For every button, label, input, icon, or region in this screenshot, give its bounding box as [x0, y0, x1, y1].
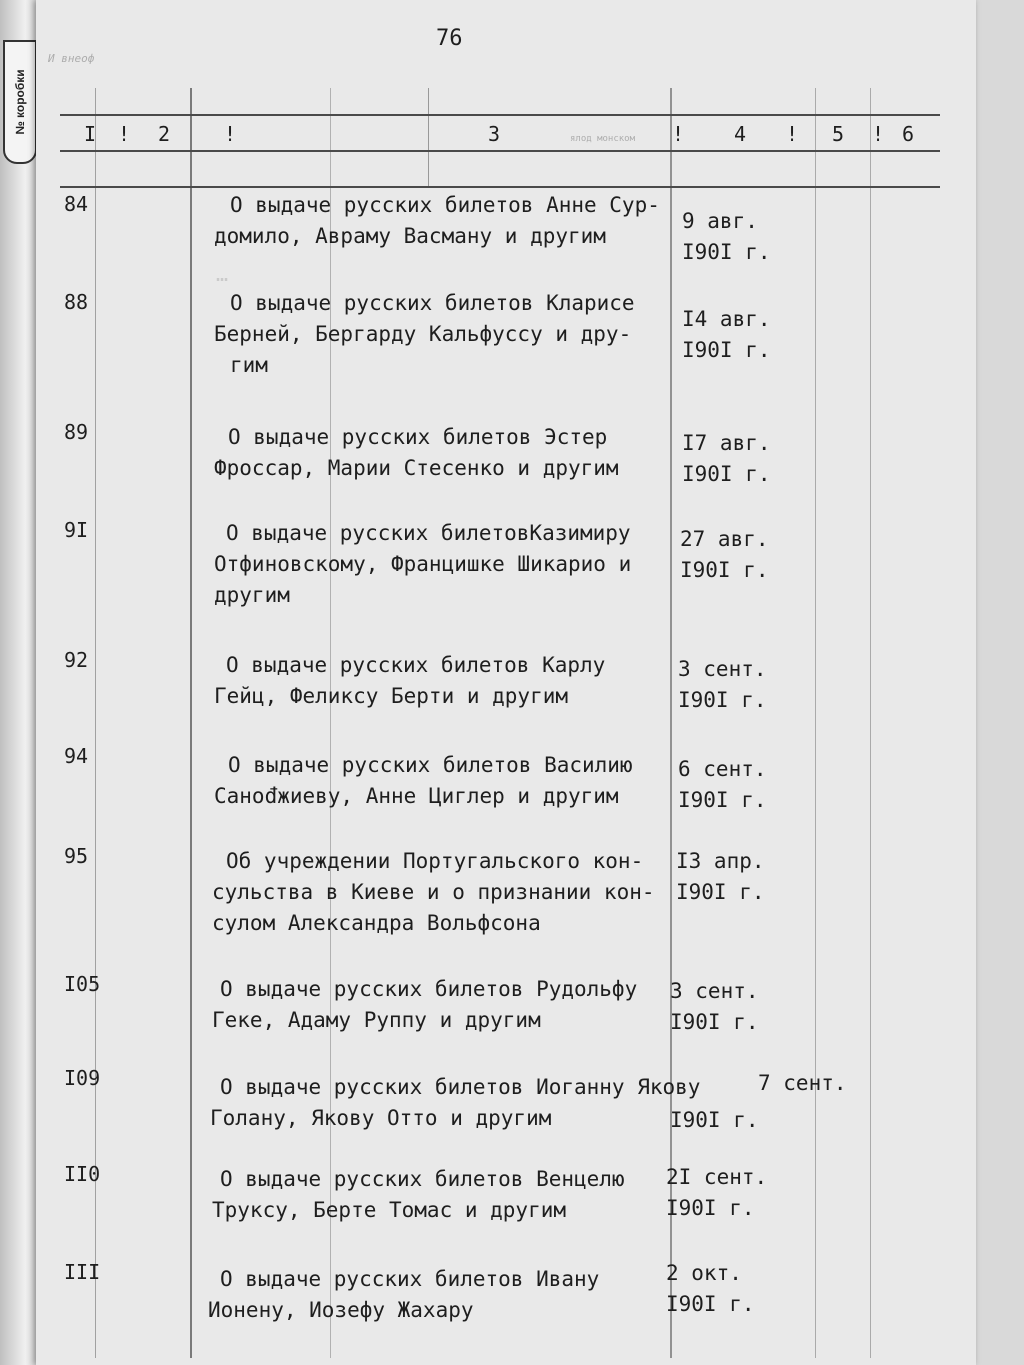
entry-date-year: I90I г.	[678, 788, 767, 812]
entry-line: О выдаче русских билетов Карлу	[226, 653, 606, 677]
entry-description	[214, 750, 678, 812]
col-header-3: 3	[488, 122, 501, 146]
entry-line: Гейц, Феликсу Берти и другим	[214, 684, 569, 708]
entry-date-year: I90I г.	[666, 1196, 755, 1220]
entry-date-day: I7 авг.	[682, 431, 771, 455]
entry-line: О выдаче русских билетов Кларисе	[230, 291, 635, 315]
entry-date-year: I90I г.	[666, 1292, 755, 1316]
entry-date-day: 2 окт.	[666, 1261, 742, 1285]
entry-number: II0	[64, 1162, 101, 1186]
entry-line: Труксу, Берте Томас и другим	[212, 1198, 567, 1222]
entry-line: Санođжиеву, Анне Циглер и другим	[214, 784, 619, 808]
entry-line: О выдаче русских билетов Ивану	[220, 1267, 600, 1291]
entry-description	[214, 650, 676, 712]
entry-line: Геке, Адаму Руппу и другим	[212, 1008, 541, 1032]
col-header-6: 6	[902, 122, 915, 146]
header-bottom-rule	[60, 186, 940, 188]
entry-line: гим	[230, 353, 268, 377]
column-rule-7	[870, 88, 871, 1358]
bleed-through-text: …	[216, 262, 229, 286]
col-header-2: 2	[158, 122, 171, 146]
entry-number: I05	[64, 972, 101, 996]
col-header-sep-4: !	[786, 122, 799, 146]
entry-date-year: I90I г.	[676, 880, 765, 904]
entry-date-day: 6 сент.	[678, 757, 767, 781]
entry-date	[682, 206, 842, 268]
entry-date	[680, 524, 840, 586]
entry-line: Об учреждении Португальского кон-	[226, 849, 644, 873]
entry-description	[212, 846, 676, 939]
entry-line: домило, Авраму Васману и другим	[214, 224, 606, 248]
box-number-text: № коробки	[13, 69, 27, 135]
entry-date	[676, 846, 836, 908]
entry-description	[214, 422, 678, 484]
entry-description	[212, 974, 670, 1036]
entry-number: 9I	[64, 518, 89, 542]
entry-description	[212, 1164, 670, 1226]
entry-date-year: I90I г.	[682, 462, 771, 486]
entry-line: О выдаче русских билетов Эстер	[228, 425, 608, 449]
entry-date-day: 27 авг.	[680, 527, 769, 551]
entry-line: О выдаче русских билетов Анне Сур-	[230, 193, 660, 217]
entry-date	[682, 304, 842, 366]
column-rule-2	[190, 88, 192, 1358]
col-header-sep-3: !	[672, 122, 685, 146]
col-header-sep-1: !	[118, 122, 131, 146]
col-header-sep-2: !	[224, 122, 237, 146]
entry-date-day: 9 авг.	[682, 209, 758, 233]
entry-line: Отфиновскому, Францишке Шикарио и	[214, 552, 632, 576]
col-header-1: I	[84, 122, 97, 146]
col-header-4: 4	[734, 122, 747, 146]
entry-line: другим	[214, 583, 290, 607]
entry-number: III	[64, 1260, 101, 1284]
entry-date	[682, 428, 842, 490]
entry-number: 89	[64, 420, 89, 444]
entry-line: Ионену, Иозефу Жахару	[208, 1298, 474, 1322]
entry-date-year: I90I г.	[682, 338, 771, 362]
entry-line: сульства в Киеве и о признании кон-	[212, 880, 655, 904]
entry-line: Берней, Бергарду Кальфуссу и дру-	[214, 322, 632, 346]
entry-description	[214, 190, 680, 252]
book-binding	[0, 0, 36, 1365]
entry-number: 92	[64, 648, 89, 672]
box-number-label	[3, 40, 37, 164]
entry-date	[678, 754, 838, 816]
entry-date-day: 7 сент.	[758, 1071, 847, 1095]
entry-line: О выдаче русских билетовКазимиру	[226, 521, 631, 545]
entry-line: О выдаче русских билетов Рудольфу	[220, 977, 638, 1001]
entry-line: Фроссар, Марии Стесенко и другим	[214, 456, 619, 480]
entry-date-year: I90I г.	[670, 1010, 759, 1034]
entry-date	[666, 1068, 847, 1136]
entry-description	[210, 1072, 740, 1134]
entry-date-day: 2I сент.	[666, 1165, 768, 1189]
col-header-sep-5: !	[872, 122, 885, 146]
col-header-note: ялод монском	[570, 134, 636, 144]
entry-date-day: I3 апр.	[676, 849, 765, 873]
entry-date-year: I90I г.	[670, 1108, 759, 1132]
entry-number: 95	[64, 844, 89, 868]
entry-line: О выдаче русских билетов Василию	[228, 753, 633, 777]
entry-date-year: I90I г.	[680, 558, 769, 582]
header-top-rule	[60, 114, 940, 116]
entry-line: О выдаче русских билетов Венцелю	[220, 1167, 625, 1191]
entry-number: 84	[64, 192, 89, 216]
entry-number: 94	[64, 744, 89, 768]
entry-date	[670, 976, 830, 1038]
column-rule-4	[428, 88, 429, 188]
entry-date-year: I90I г.	[678, 688, 767, 712]
entry-number: 88	[64, 290, 89, 314]
entry-number: I09	[64, 1066, 101, 1090]
entry-date-day: 3 сент.	[678, 657, 767, 681]
entry-date-year: I90I г.	[682, 240, 771, 264]
entry-date	[666, 1162, 826, 1224]
header-mid-rule	[60, 150, 940, 152]
entry-line: Голану, Якову Отто и другим	[210, 1106, 552, 1130]
header-stamp: И внеоф	[48, 52, 95, 65]
col-header-5: 5	[832, 122, 845, 146]
entry-line: сулом Александра Вольфсона	[212, 911, 541, 935]
entry-date-day: I4 авг.	[682, 307, 771, 331]
entry-line: О выдаче русских билетов Иоганну Якову	[220, 1075, 701, 1099]
page-number: 76	[436, 26, 463, 51]
entry-description	[214, 288, 680, 381]
entry-description	[214, 518, 676, 611]
entry-date	[678, 654, 838, 716]
entry-date-day: 3 сент.	[670, 979, 759, 1003]
entry-date	[666, 1258, 826, 1320]
entry-description	[208, 1264, 670, 1326]
